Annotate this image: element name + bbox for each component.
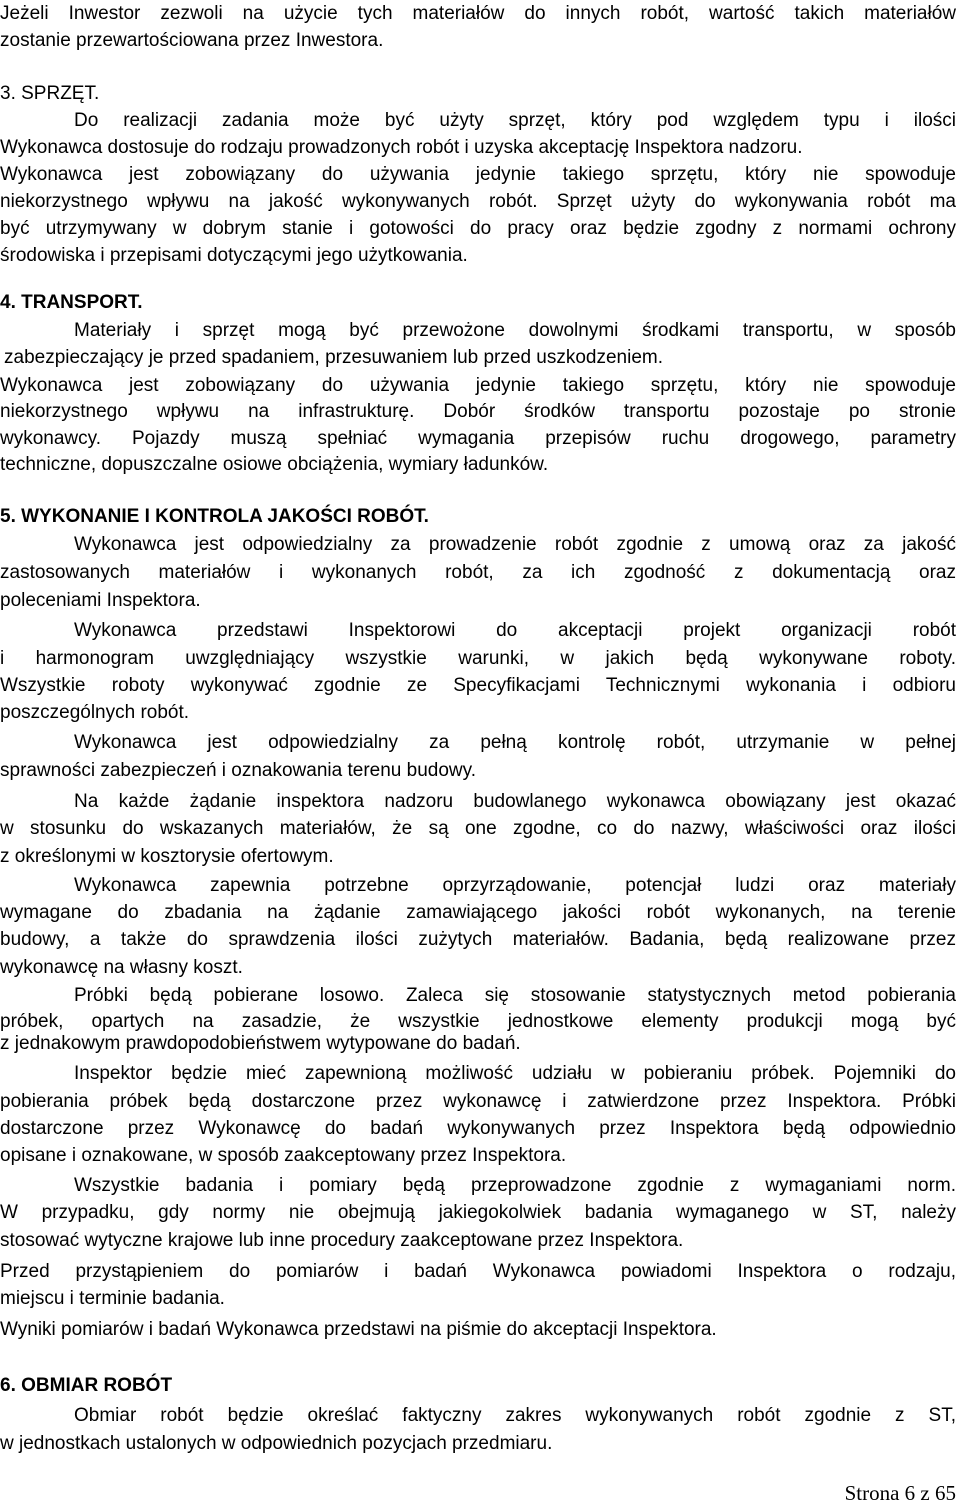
paragraph-line: niekorzystnego wpływu na infrastrukturę. Dobór środków transportu pozostaje po stronie	[0, 401, 956, 422]
paragraph-line: być utrzymywany w dobrym stanie i gotowości do pracy oraz będzie zgodny z normami ochrony	[0, 218, 956, 239]
paragraph-line: niekorzystnego wpływu na jakość wykonywanych robót. Sprzęt użyty do wykonywania robót ma	[0, 191, 956, 212]
paragraph-line: zostanie przewartościowana przez Inwestora.	[0, 30, 384, 51]
paragraph-line: środowiska i przepisami dotyczącymi jego użytkowania.	[0, 245, 468, 266]
paragraph-line: Wykonawca jest zobowiązany do używania jedynie takiego sprzętu, który nie spowoduje	[0, 164, 956, 185]
paragraph-line: Na każde żądanie inspektora nadzoru budowlanego wykonawca obowiązany jest okazać	[74, 791, 956, 812]
paragraph-line: Wszystkie roboty wykonywać zgodnie ze Specyfikacjami Technicznymi wykonania i odbioru	[0, 675, 956, 696]
section-heading-wykonanie: 5. WYKONANIE I KONTROLA JAKOŚCI ROBÓT.	[0, 506, 429, 527]
paragraph-line: Wszystkie badania i pomiary będą przeprowadzone zgodnie z wymaganiami norm.	[74, 1175, 956, 1196]
paragraph-line: Wyniki pomiarów i badań Wykonawca przedstawi na piśmie do akceptacji Inspektora.	[0, 1319, 717, 1340]
paragraph-line: poszczególnych robót.	[0, 702, 190, 723]
paragraph-line: Do realizacji zadania może być użyty sprzęt, który pod względem typu i ilości	[74, 110, 956, 131]
paragraph-line: i harmonogram uwzględniający wszystkie warunki, w jakich będą wykonywane roboty.	[0, 648, 956, 669]
paragraph-line: Wykonawca zapewnia potrzebne oprzyrządowanie, potencjał ludzi oraz materiały	[74, 875, 956, 896]
paragraph-line: zastosowanych materiałów i wykonanych robót, za ich zgodność z dokumentacją oraz	[0, 562, 956, 583]
paragraph-line: Wykonawca jest zobowiązany do używania jedynie takiego sprzętu, który nie spowoduje	[0, 375, 956, 396]
paragraph-line: miejscu i terminie badania.	[0, 1288, 225, 1309]
paragraph-line: Jeżeli Inwestor zezwoli na użycie tych materiałów do innych robót, wartość takich materiałów	[0, 3, 956, 24]
paragraph-line: dostarczone przez Wykonawcę do badań wykonywanych przez Inspektora będą odpowiednio	[0, 1118, 956, 1139]
paragraph-line: wymagane do zbadania na żądanie zamawiającego jakości robót wykonanych, na terenie	[0, 902, 956, 923]
paragraph-line: zabezpieczający je przed spadaniem, przesuwaniem lub przed uszkodzeniem.	[4, 347, 664, 368]
paragraph-line: W przypadku, gdy normy nie obejmują jakiegokolwiek badania wymaganego w ST, należy	[0, 1202, 956, 1223]
paragraph-line: Materiały i sprzęt mogą być przewożone dowolnymi środkami transportu, w sposób	[74, 320, 956, 341]
paragraph-line: wykonawcy. Pojazdy muszą spełniać wymagania przepisów ruchu drogowego, parametry	[0, 428, 956, 449]
paragraph-line: budowy, a także do sprawdzenia ilości zużytych materiałów. Badania, będą realizowane przez	[0, 929, 956, 950]
paragraph-line: w jednostkach ustalonych w odpowiednich pozycjach przedmiaru.	[0, 1433, 553, 1454]
paragraph-line: Próbki będą pobierane losowo. Zaleca się stosowanie statystycznych metod pobierania	[74, 985, 956, 1006]
paragraph-line: Przed przystąpieniem do pomiarów i badań Wykonawca powiadomi Inspektora o rodzaju,	[0, 1261, 956, 1282]
paragraph-line: Wykonawca przedstawi Inspektorowi do akceptacji projekt organizacji robót	[74, 620, 956, 641]
paragraph-line: opisane i oznakowane, w sposób zaakceptowany przez Inspektora.	[0, 1145, 567, 1166]
paragraph-line: poleceniami Inspektora.	[0, 590, 201, 611]
paragraph-line: pobierania próbek będą dostarczone przez wykonawcę i zatwierdzone przez Inspektora. Próbki	[0, 1091, 956, 1112]
paragraph-line: stosować wytyczne krajowe lub inne procedury zaakceptowane przez Inspektora.	[0, 1230, 684, 1251]
page-number: Strona 6 z 65	[844, 1481, 956, 1505]
section-heading-obmiar: 6. OBMIAR ROBÓT	[0, 1375, 173, 1396]
paragraph-line: w stosunku do wskazanych materiałów, że są one zgodne, co do nazwy, właściwości oraz ilości	[0, 818, 956, 839]
paragraph-line: wykonawcę na własny koszt.	[0, 957, 243, 978]
paragraph-line: Obmiar robót będzie określać faktyczny zakres wykonywanych robót zgodnie z ST,	[74, 1405, 956, 1426]
section-heading-transport: 4. TRANSPORT.	[0, 292, 143, 313]
paragraph-line: Wykonawca dostosuje do rodzaju prowadzonych robót i uzyska akceptację Inspektora nadzoru.	[0, 137, 803, 158]
paragraph-line: próbek, opartych na zasadzie, że wszystkie jednostkowe elementy produkcji mogą być	[0, 1011, 956, 1032]
section-heading-sprzet: 3. SPRZĘT.	[0, 83, 100, 104]
paragraph-line: sprawności zabezpieczeń i oznakowania terenu budowy.	[0, 760, 476, 781]
paragraph-line: Inspektor będzie mieć zapewnioną możliwość udziału w pobieraniu próbek. Pojemniki do	[74, 1063, 956, 1084]
paragraph-line: z określonymi w kosztorysie ofertowym.	[0, 846, 334, 867]
paragraph-line: Wykonawca jest odpowiedzialny za prowadzenie robót zgodnie z umową oraz za jakość	[74, 534, 956, 555]
paragraph-line: Wykonawca jest odpowiedzialny za pełną kontrolę robót, utrzymanie w pełnej	[74, 732, 956, 753]
paragraph-line: z jednakowym prawdopodobieństwem wytypowane do badań.	[0, 1033, 521, 1054]
paragraph-line: techniczne, dopuszczalne osiowe obciążenia, wymiary ładunków.	[0, 454, 549, 475]
